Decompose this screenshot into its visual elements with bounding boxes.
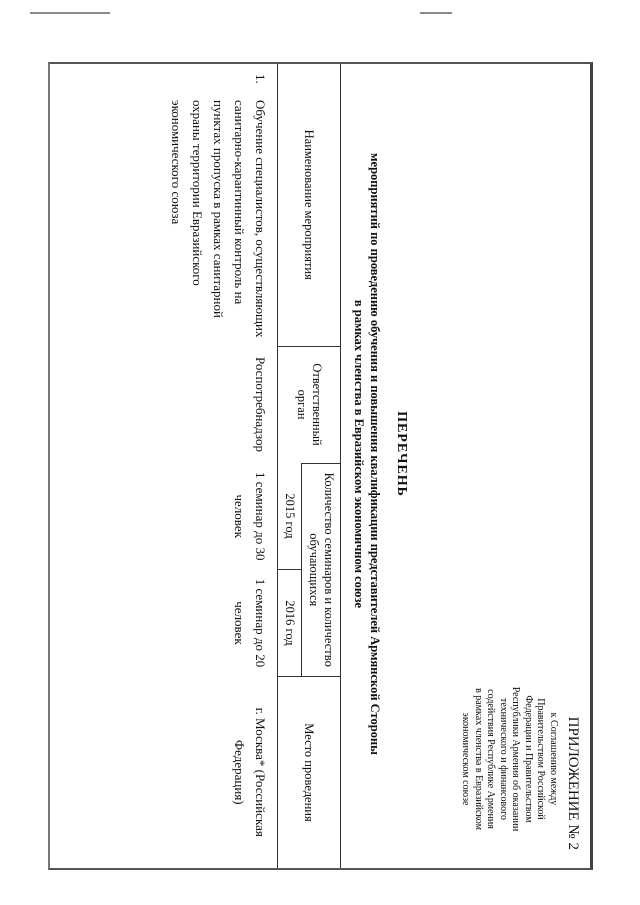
scan-artifact-left — [30, 12, 110, 14]
row-event-name: Обучение специалистов, осуществляющих санитарно-карантинный контроль на пунктах пропуска в рамках санитарной охраны территории Евразийского экономического союза — [169, 100, 268, 338]
appendix-line: в рамках членства в Евразийском — [473, 688, 484, 830]
header-place: Место проведения — [278, 677, 341, 869]
document-subtitle-line2: в рамках членства в Евразийском экономичном союзе — [352, 299, 366, 609]
appendix-line: технического и финансового — [498, 697, 509, 820]
events-table-wrap — [160, 64, 341, 868]
scan-artifact-right — [420, 12, 452, 14]
header-responsible: Ответственный орган — [278, 346, 341, 463]
appendix-line: Федерации и Правительством — [523, 695, 534, 823]
row-responsible: Роспотребнадзор — [253, 356, 268, 453]
row-2015: 1 семинар до 30 человек — [232, 472, 268, 561]
appendix-block — [459, 664, 583, 854]
appendix-line: содействия Республике Армения — [485, 689, 497, 829]
header-name: Наименование мероприятия — [278, 64, 341, 346]
events-table — [160, 64, 341, 868]
appendix-line: к Соглашению между — [548, 712, 559, 806]
row-number: 1. — [253, 74, 268, 84]
document-title: ПЕРЕЧЕНЬ — [394, 411, 409, 497]
appendix-line: Республики Армения об оказании — [510, 686, 522, 832]
document-subtitle-line1: мероприятий по проведению обучения и повышения квалификации представителей Армянской Стороны — [368, 153, 382, 755]
header-2016: 2016 год — [278, 570, 302, 677]
row-place: г. Москва* (Российская Федерация) — [232, 707, 268, 837]
header-2015: 2015 год — [278, 463, 302, 570]
appendix-line: экономическом союзе — [460, 712, 472, 806]
appendix-number: ПРИЛОЖЕНИЕ № 2 — [565, 716, 581, 850]
header-quantity: Количество семинаров и количество обучающихся — [302, 463, 341, 677]
row-2016: 1 семинар до 20 человек — [232, 578, 268, 668]
document-heading — [351, 104, 409, 804]
table-row — [160, 64, 278, 868]
rotated-document-page — [50, 64, 591, 868]
appendix-line: Правительством Российской — [535, 698, 547, 820]
